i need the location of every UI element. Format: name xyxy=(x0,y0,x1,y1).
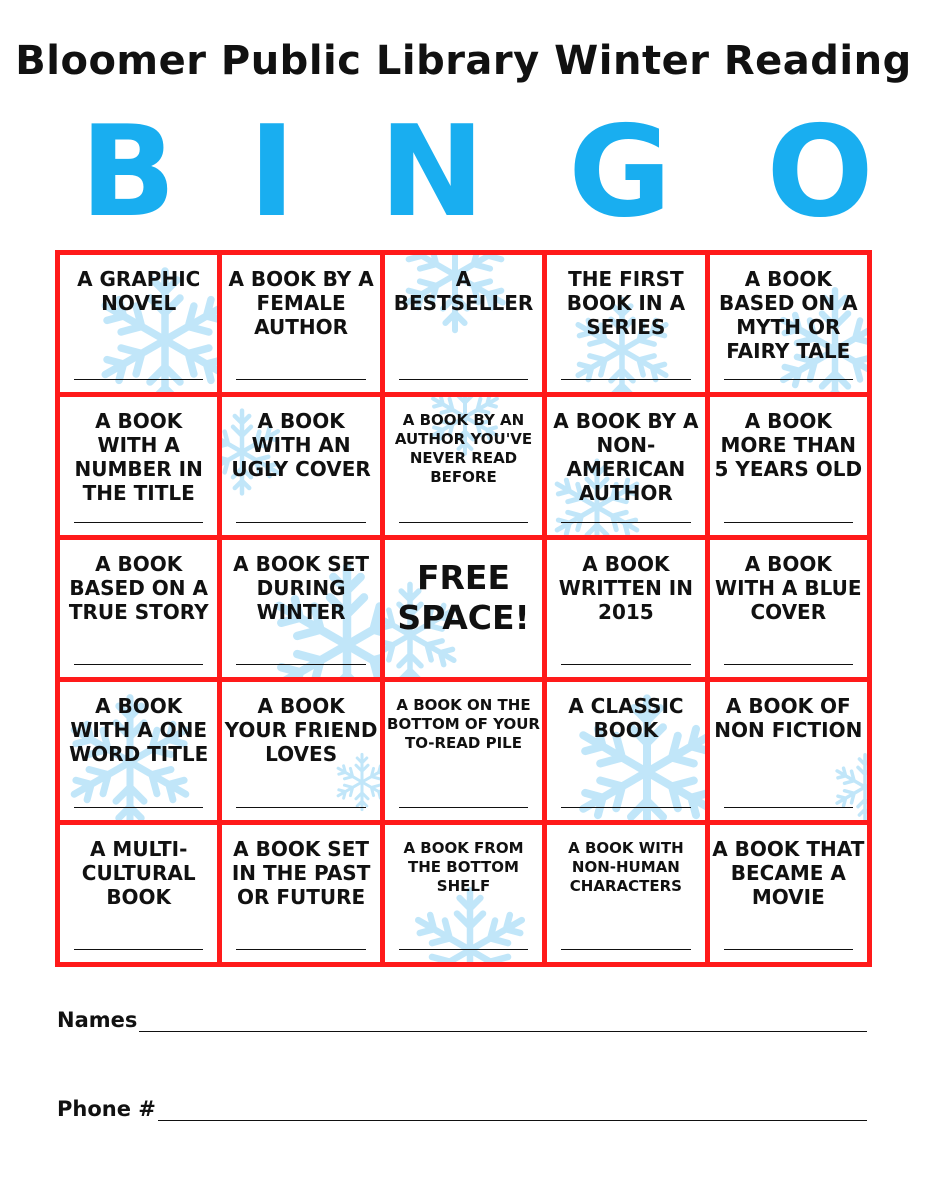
signature-line[interactable] xyxy=(236,664,365,665)
bingo-square[interactable] xyxy=(385,825,542,962)
signature-line[interactable] xyxy=(74,522,203,523)
square-label: A BOOK WITH AN UGLY COVER xyxy=(231,409,371,482)
bingo-square[interactable] xyxy=(547,397,704,534)
bingo-square[interactable] xyxy=(385,255,542,392)
bingo-square[interactable] xyxy=(710,397,867,534)
phone-label: Phone # xyxy=(57,1097,156,1121)
square-label: A CLASSIC BOOK xyxy=(568,694,684,743)
free-space-label: FREE SPACE! xyxy=(397,557,530,637)
names-field[interactable] xyxy=(57,1008,867,1032)
bingo-square[interactable] xyxy=(222,540,379,677)
signature-line[interactable] xyxy=(724,949,853,950)
square-label: A BOOK ON THE BOTTOM OF YOUR TO-READ PILE xyxy=(387,696,540,753)
bingo-letter-o: O xyxy=(766,98,874,245)
snowflake-icon xyxy=(405,885,535,962)
signature-line[interactable] xyxy=(74,664,203,665)
signature-line[interactable] xyxy=(74,379,203,380)
square-label: A GRAPHIC NOVEL xyxy=(77,267,201,315)
square-label: A BOOK WRITTEN IN 2015 xyxy=(558,551,693,624)
square-label: A BOOK OF NON FICTION xyxy=(714,694,863,743)
bingo-square[interactable] xyxy=(222,825,379,962)
bingo-square[interactable] xyxy=(710,682,867,819)
signature-line[interactable] xyxy=(236,522,365,523)
signature-line[interactable] xyxy=(724,664,853,665)
page-title: Bloomer Public Library Winter Reading xyxy=(15,38,912,84)
bingo-board xyxy=(55,250,872,967)
bingo-square[interactable] xyxy=(385,682,542,819)
bingo-letter-n: N xyxy=(379,98,485,245)
square-label: A MULTI-CULTURAL BOOK xyxy=(81,836,196,909)
bingo-letter-g: G xyxy=(568,98,672,245)
bingo-square[interactable] xyxy=(60,397,217,534)
signature-line[interactable] xyxy=(561,664,690,665)
bingo-header xyxy=(0,98,927,245)
phone-line[interactable] xyxy=(158,1100,867,1121)
phone-field[interactable] xyxy=(57,1097,867,1121)
square-label: A BOOK SET IN THE PAST OR FUTURE xyxy=(231,836,371,909)
square-label: A BOOK BY A NON-AMERICAN AUTHOR xyxy=(553,409,699,506)
bingo-square[interactable] xyxy=(60,825,217,962)
bingo-letter-i: I xyxy=(248,98,296,245)
bingo-square[interactable] xyxy=(222,682,379,819)
bingo-grid xyxy=(60,255,867,962)
square-label: A BOOK WITH A NUMBER IN THE TITLE xyxy=(74,409,203,506)
bingo-square[interactable] xyxy=(60,682,217,819)
bingo-square[interactable] xyxy=(60,255,217,392)
signature-line[interactable] xyxy=(236,379,365,380)
signature-line[interactable] xyxy=(724,807,853,808)
signature-line[interactable] xyxy=(399,949,528,950)
bingo-square[interactable] xyxy=(222,397,379,534)
bingo-square[interactable] xyxy=(222,255,379,392)
free-space-square[interactable] xyxy=(385,540,542,677)
bingo-square[interactable] xyxy=(710,825,867,962)
signature-line[interactable] xyxy=(724,522,853,523)
signature-line[interactable] xyxy=(561,807,690,808)
signature-line[interactable] xyxy=(561,949,690,950)
signature-line[interactable] xyxy=(561,379,690,380)
square-label: A BOOK WITH A ONE WORD TITLE xyxy=(69,694,209,767)
bingo-square[interactable] xyxy=(547,255,704,392)
square-label: A BOOK FROM THE BOTTOM SHELF xyxy=(403,838,524,895)
square-label: A BOOK BY A FEMALE AUTHOR xyxy=(228,267,374,339)
signature-line[interactable] xyxy=(399,522,528,523)
signature-line[interactable] xyxy=(399,807,528,808)
bingo-square[interactable] xyxy=(60,540,217,677)
square-label: A BOOK BASED ON A TRUE STORY xyxy=(68,551,209,624)
square-label: A BESTSELLER xyxy=(393,267,534,315)
square-label: A BOOK WITH NON-HUMAN CHARACTERS xyxy=(568,838,684,895)
square-label: A BOOK WITH A BLUE COVER xyxy=(715,551,862,624)
bingo-letter-b: B xyxy=(79,98,177,245)
bingo-square[interactable] xyxy=(547,540,704,677)
bingo-square[interactable] xyxy=(710,540,867,677)
signature-line[interactable] xyxy=(561,522,690,523)
bingo-square[interactable] xyxy=(710,255,867,392)
bingo-square[interactable] xyxy=(547,825,704,962)
square-label: A BOOK SET DURING WINTER xyxy=(233,551,370,624)
bingo-square[interactable] xyxy=(547,682,704,819)
names-label: Names xyxy=(57,1008,138,1032)
signature-line[interactable] xyxy=(724,379,853,380)
square-label: A BOOK THAT BECAME A MOVIE xyxy=(712,836,865,909)
square-label: A BOOK BY AN AUTHOR YOU'VE NEVER READ BEFORE xyxy=(394,411,533,487)
square-label: A BOOK MORE THAN 5 YEARS OLD xyxy=(714,409,863,482)
signature-line[interactable] xyxy=(236,949,365,950)
signature-line[interactable] xyxy=(74,807,203,808)
square-label: THE FIRST BOOK IN A SERIES xyxy=(566,267,686,339)
bingo-square[interactable] xyxy=(385,397,542,534)
names-line[interactable] xyxy=(139,1011,867,1032)
signature-line[interactable] xyxy=(236,807,365,808)
square-label: A BOOK BASED ON A MYTH OR FAIRY TALE xyxy=(719,267,858,363)
signature-line[interactable] xyxy=(399,379,528,380)
snowflake-icon xyxy=(830,752,867,819)
signature-line[interactable] xyxy=(74,949,203,950)
square-label: A BOOK YOUR FRIEND LOVES xyxy=(224,694,378,767)
